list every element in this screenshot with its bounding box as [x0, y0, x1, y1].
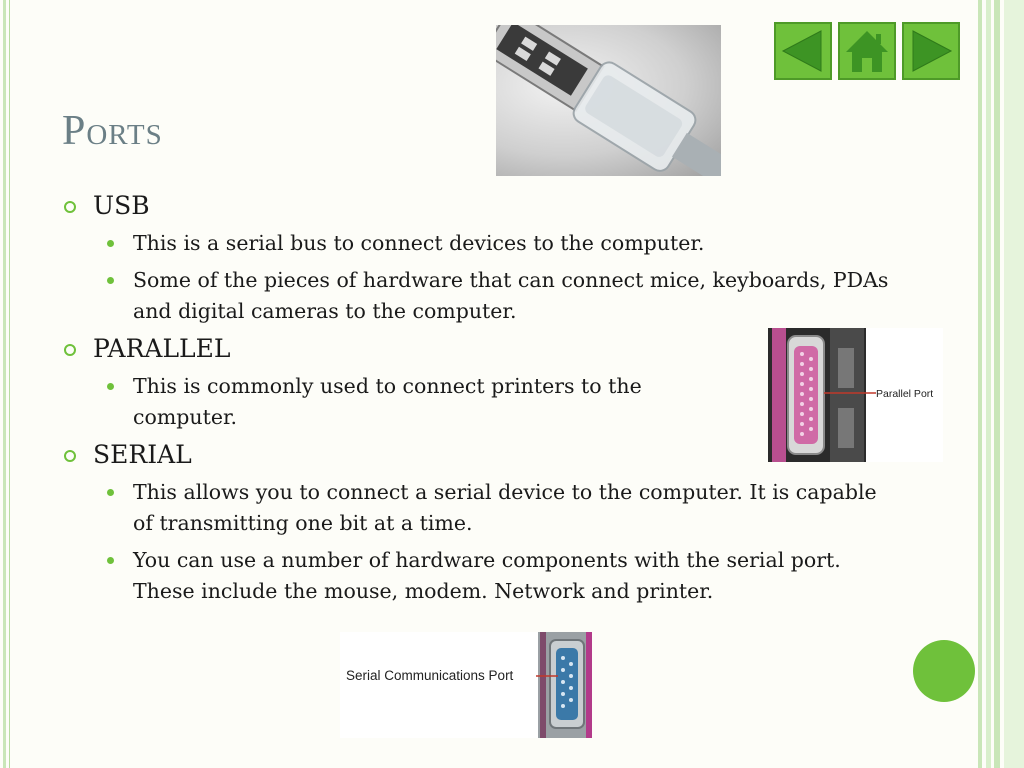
bullet-dot-icon — [107, 557, 114, 564]
sub-bullet-text: This allows you to connect a serial device to the computer. It is capable of transmitting one bit at a time. — [133, 480, 877, 535]
previous-arrow-icon — [776, 24, 830, 78]
usb-connector-image — [496, 25, 721, 176]
bullet-dot-icon — [107, 277, 114, 284]
next-arrow-icon — [904, 24, 958, 78]
bullet-heading: USB — [93, 191, 150, 220]
right-border-stripe — [994, 0, 1000, 768]
right-border-stripe — [986, 0, 991, 768]
parallel-port-label: Parallel Port — [876, 388, 934, 400]
sub-bullet-text: You can use a number of hardware components with the serial port. These include the mouse, modem. Network and printer. — [133, 548, 841, 603]
bullet-ring-icon — [64, 201, 76, 213]
bullet-usb — [62, 190, 892, 327]
bullet-dot-icon — [107, 240, 114, 247]
home-icon — [840, 24, 894, 78]
next-slide-button[interactable] — [902, 22, 960, 80]
right-border-band — [1004, 0, 1024, 768]
bullet-dot-icon — [107, 489, 114, 496]
bullet-ring-icon — [64, 344, 76, 356]
slide-title: Ports — [62, 108, 163, 154]
left-border-stripe — [3, 0, 6, 768]
sub-bullet-text: Some of the pieces of hardware that can connect mice, keyboards, PDAs and digital cameras to the computer. — [133, 268, 889, 323]
left-border-line — [9, 0, 10, 768]
decorative-circle — [913, 640, 975, 702]
sub-bullet-text: This is a serial bus to connect devices to the computer. — [133, 231, 705, 255]
sub-bullet — [93, 545, 892, 607]
bullet-serial — [62, 439, 892, 607]
sub-bullet — [93, 371, 713, 433]
serial-port-image — [340, 632, 592, 738]
bullet-heading: PARALLEL — [93, 334, 231, 363]
bullet-dot-icon — [107, 383, 114, 390]
bullet-heading: SERIAL — [93, 440, 192, 469]
bullet-ring-icon — [64, 450, 76, 462]
parallel-port-image — [768, 328, 943, 462]
serial-port-label: Serial Communications Port — [346, 668, 514, 683]
sub-bullet — [93, 477, 892, 539]
sub-bullet — [93, 265, 892, 327]
home-button[interactable] — [838, 22, 896, 80]
sub-bullet-text: This is commonly used to connect printers to the computer. — [133, 374, 642, 429]
sub-bullet — [93, 228, 892, 259]
previous-slide-button[interactable] — [774, 22, 832, 80]
right-border-stripe — [978, 0, 982, 768]
